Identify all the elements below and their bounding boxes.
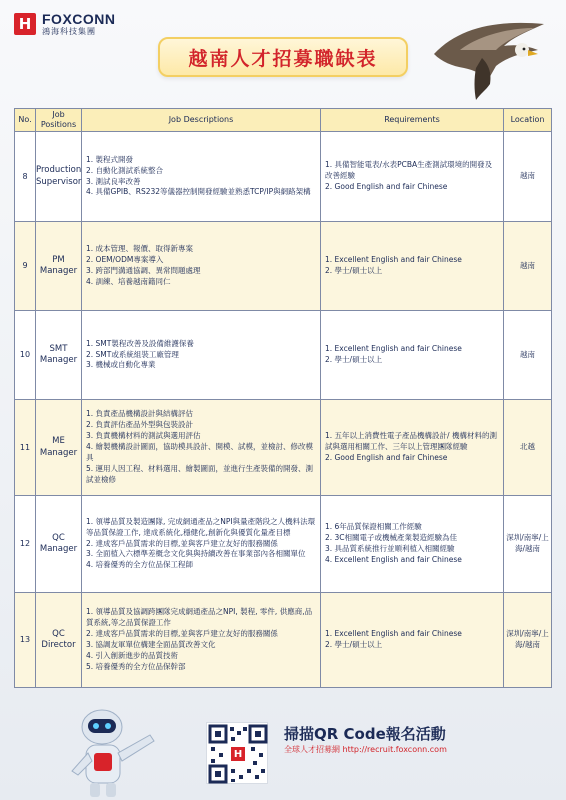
eagle-illustration xyxy=(430,20,548,102)
job-location: 越南 xyxy=(504,132,552,222)
job-vacancy-table xyxy=(14,108,551,688)
table-row xyxy=(15,311,552,400)
scan-qr-title: 掃描QR Code報名活動 xyxy=(284,725,446,743)
row-number: 12 xyxy=(15,496,36,593)
robot-mascot-illustration xyxy=(58,705,178,800)
table-row xyxy=(15,132,552,222)
job-descriptions xyxy=(82,311,321,400)
requirement-line: 1. Excellent English and fair Chinese xyxy=(325,344,462,354)
description-line: 1. 領導品質及協調跨團隊完成網通產品之NPI, 製程, 零件, 供應商,品質系統,等之品質保證工作 xyxy=(86,607,313,628)
requirement-line: 1. 具備智能電表/水表PCBA生產測試環境的開發及改善經驗 xyxy=(325,160,493,181)
column-header-location: Location xyxy=(504,109,552,132)
requirement-line: 2. Good English and fair Chinese xyxy=(325,181,448,191)
foxconn-logo-mark: H xyxy=(14,13,36,35)
column-header-requirements: Requirements xyxy=(321,109,504,132)
description-line: 2. 達成客戶品質需求的目標,並與客戶建立友好的服務關係 xyxy=(86,629,278,639)
requirement-line: 2. 3C相關電子或機械產業製造經驗為佳 xyxy=(325,533,458,543)
description-line: 1. 領導品質及製造團隊, 完成網通產品之NPI與量產階段之人機料法環等品質保證工作, 達成系統化,穩健化,創新化與優質化量產目標 xyxy=(86,516,316,537)
requirement-line: 1. Excellent English and fair Chinese xyxy=(325,255,462,265)
requirement-line: 3. 具品質系統推行並順利植入相關經驗 xyxy=(325,544,455,553)
description-line: 4. 繪製機構設計圖面，協助模具設計、開模、試模，並檢討、修改模具 xyxy=(86,442,314,462)
description-line: 3. 機械或自動化專業 xyxy=(86,360,156,370)
row-number: 8 xyxy=(15,132,36,222)
qr-center-logo: H xyxy=(231,747,245,761)
recruit-site-link[interactable]: 全球人才招募網 http://recruit.foxconn.com xyxy=(284,745,447,754)
requirement-line: 1. Excellent English and fair Chinese xyxy=(325,629,462,639)
title-banner xyxy=(158,37,408,77)
job-requirements xyxy=(321,222,504,311)
description-line: 4. 訓練、培養越南籍同仁 xyxy=(86,276,171,286)
job-location: 北越 xyxy=(504,400,552,496)
foxconn-logo xyxy=(14,12,116,36)
requirement-line: 2. Good English and fair Chinese xyxy=(325,452,448,462)
description-line: 3. 全面植入六標準差概念文化與與持續改善在事業部內各相關單位 xyxy=(86,549,306,559)
qr-code[interactable] xyxy=(206,722,268,784)
table-header-row xyxy=(15,109,552,132)
table-row xyxy=(15,400,552,496)
job-position: PM Manager xyxy=(36,222,82,311)
column-header-descriptions: Job Descriptions xyxy=(82,109,321,132)
description-line: 3. 測試良率改善 xyxy=(86,176,141,186)
job-position: ME Manager xyxy=(36,400,82,496)
logo-chinese-text: 鴻海科技集團 xyxy=(42,27,96,36)
requirement-line: 2. 學士/碩士以上 xyxy=(325,355,383,364)
description-line: 4. 培養優秀的全方位品保工程師 xyxy=(86,560,194,570)
description-line: 1. 負責產品機構設計與結構評估 xyxy=(86,409,194,419)
job-location: 深圳/南寧/上海/越南 xyxy=(504,496,552,593)
description-line: 2. OEM/ODM專案導入 xyxy=(86,255,164,265)
description-line: 2. 自動化測試系統整合 xyxy=(86,165,164,175)
requirement-line: 4. Excellent English and fair Chinese xyxy=(325,554,462,564)
job-requirements xyxy=(321,593,504,688)
job-descriptions xyxy=(82,496,321,593)
table-row xyxy=(15,496,552,593)
table-row xyxy=(15,593,552,688)
job-descriptions xyxy=(82,400,321,496)
description-line: 5. 培養優秀的全方位品保幹部 xyxy=(86,661,186,671)
job-location: 越南 xyxy=(504,311,552,400)
description-line: 1. SMT製程改善及設備維護保養 xyxy=(86,338,194,348)
column-header-positions: Job Positions xyxy=(36,109,82,132)
description-line: 3. 負責機構材料的測試與選用評估 xyxy=(86,431,201,441)
column-header-no: No. xyxy=(15,109,36,132)
job-position: SMT Manager xyxy=(36,311,82,400)
job-descriptions xyxy=(82,222,321,311)
description-line: 2. SMT或系統組裝工廠管理 xyxy=(86,349,179,359)
page-title: 越南人才招募職缺表 xyxy=(188,47,378,70)
description-line: 1. 製程式開發 xyxy=(86,154,134,164)
description-line: 2. 負責評估產品外型與包裝設計 xyxy=(86,420,194,430)
job-requirements xyxy=(321,311,504,400)
logo-english-text: FOXCONN xyxy=(42,11,116,27)
description-line: 4. 具備GPIB、RS232等儀器控制開發經驗並熟悉TCP/IP與網路架構 xyxy=(86,187,311,197)
row-number: 13 xyxy=(15,593,36,688)
requirement-line: 1. 6年品質保證相關工作經驗 xyxy=(325,522,422,532)
job-location: 越南 xyxy=(504,222,552,311)
requirement-line: 1. 五年以上消費性電子產品機構設計/ 機構材料的測試與選用相關工作、三年以上管理團隊經驗 xyxy=(325,431,497,452)
job-requirements xyxy=(321,496,504,593)
job-location: 深圳/南寧/上海/越南 xyxy=(504,593,552,688)
table-row xyxy=(15,222,552,311)
job-position: QC Manager xyxy=(36,496,82,593)
description-line: 4. 引入創新進步的品質技術 xyxy=(86,650,179,660)
job-position: Production Supervisor xyxy=(36,132,82,222)
row-number: 10 xyxy=(15,311,36,400)
description-line: 3. 協調友軍單位構建全面品質改善文化 xyxy=(86,640,216,649)
job-requirements xyxy=(321,400,504,496)
job-position: QC Director xyxy=(36,593,82,688)
job-descriptions xyxy=(82,132,321,222)
row-number: 9 xyxy=(15,222,36,311)
description-line: 1. 成本管理、報價、取得新專案 xyxy=(86,244,194,254)
job-descriptions xyxy=(82,593,321,688)
description-line: 5. 運用人因工程、材料選用、繪製圖面，並進行生產裝備的開發、測試並檢修 xyxy=(86,463,314,484)
requirement-line: 2. 學士/碩士以上 xyxy=(325,266,383,275)
description-line: 3. 跨部門溝通協調、異常問題處理 xyxy=(86,266,201,275)
row-number: 11 xyxy=(15,400,36,496)
requirement-line: 2. 學士/碩士以上 xyxy=(325,640,383,649)
description-line: 2. 達成客戶品質需求的目標,並與客戶建立友好的服務關係 xyxy=(86,538,278,548)
job-requirements xyxy=(321,132,504,222)
